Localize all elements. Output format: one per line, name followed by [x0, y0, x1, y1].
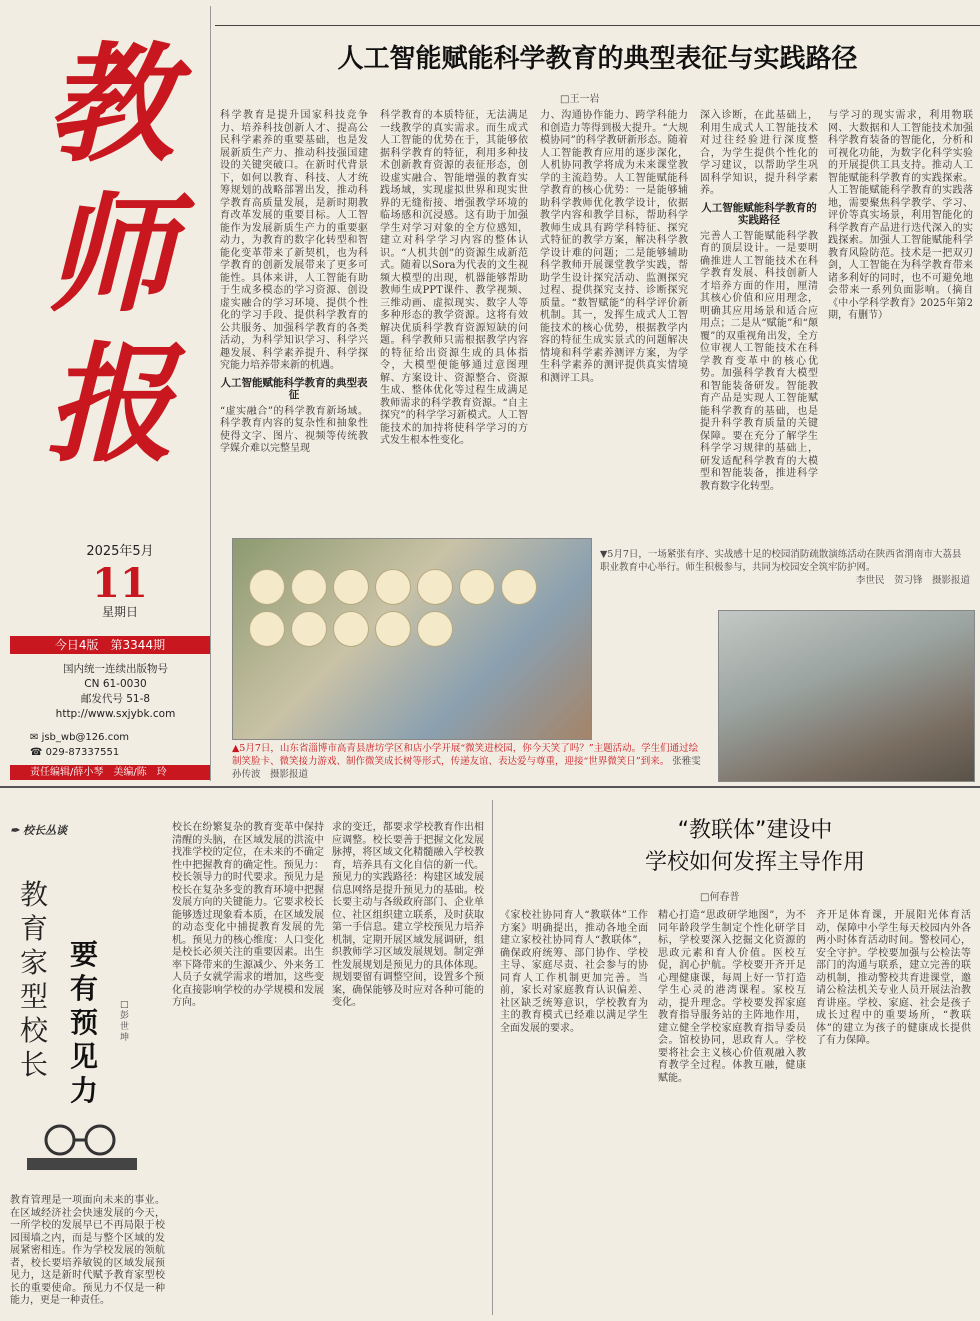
- smile-card: [333, 611, 369, 647]
- top-rule: [215, 25, 980, 26]
- column2-col-a: 教育管理是一项面向未来的事业。在区域经济社会快速发展的今天，一所学校的发展早已不再局限于校园围墙之内，而是与整个区域的发展紧密相连。作为学校发展的领航者，校长要培养敏锐的区域发展预见力，这是新时代赋予教育家型校长的重要使命。预见力不仅是一种能力，更是一种责任。: [10, 1195, 165, 1306]
- column2-byline: □彭世坤: [120, 1000, 130, 1043]
- article3-col-c: 齐开足体育课，开展阳光体育活动，保障中小学生每天校园内外各两小时体育活动时间。警校同心，安全守护。学校要加强与公检法等部门的沟通与联系，建立完善的联动机制，推动警校共育进课堂，邀请公检法机关专业人员开展法治教育讲座。学校、家庭、社会是孩子成长过程中的重要场所，“教联体”的建立为孩子的健康成长提供了有力保障。: [816, 910, 971, 1046]
- lead-column-1: [220, 110, 368, 530]
- lead-paragraph: 与学习的现实需求，利用物联网、大数据和人工智能技术加强科学教育装备的智能化，分析和可视化功能，为数字化科学实验的开展提供工具支持。推动人工智能赋能科学教育的实践探索。人工智能赋能科学教育的实践落地，需要聚焦科学教学、学习、评价等真实场景，利用智能化的科学教育产品进行迭代深入的实践探索。加强人工智能赋能科学教育风险防范。技术是一把双刃剑，人工智能在为科学教育带来诸多利好的同时，也不可避免地会带来一系列负面影响。（摘自《中小学科学教育》2025年第2期，有删节）: [828, 110, 973, 321]
- smile-card: [375, 611, 411, 647]
- smile-card: [291, 611, 327, 647]
- column2-col-b: 校长在纷繁复杂的教育变革中保持清醒的头脑，在区域发展的洪流中找准学校的定位，在未来的不确定性中把握教育的确定性。预见力：校长领导力的时代要求。预见力是校长在复杂多变的教育环境中把握发展方向的关键能力。它要求校长能够透过现象看本质，在区域发展的动态变化中捕捉教育发展的先机。预见力的核心维度：人口变化是校长必须关注的重要因素。出生率下降带来的生源减少、外来务工人员子女就学需求的增加，这些变化直接影响学校的办学规模和发展方向。: [172, 822, 324, 1008]
- logo-char-1: 教: [45, 30, 174, 180]
- photo2-caption-text: ▼5月7日，一场紧张有序、实战感十足的校园消防疏散演练活动在陕西省渭南市大荔县职业教育中心举行。师生积极参与，共同为校园安全筑牢防护网。: [600, 549, 962, 573]
- issue-date: 2025年5月: [86, 544, 154, 559]
- editor-credits: 责任编辑/薛小琴 美编/陈 玲: [10, 765, 210, 780]
- smile-day-photo: [232, 538, 592, 740]
- fire-drill-photo: [718, 610, 975, 782]
- pub-line: CN 61-0030: [84, 678, 147, 690]
- article3-col-b: 精心打造“思政研学地图”，为不同年龄段学生制定个性化研学目标，学校要深入挖掘文化资源的思政元素和育人价值。医校互促，润心护航。学校要开齐开足心理健康课，每周上好一节打造学生心灵的港湾课程。家校互动，提升理念。学校要发挥家庭教育指导服务站的主阵地作用，建立健全学校家庭教育指导委员会。馆校协同，思政育人。学校要将社会主义核心价值观融入教育教学全过程。体教互融，健康赋能。: [658, 910, 806, 1084]
- lead-byline: □王一岩: [560, 94, 600, 105]
- logo-char-2: 师: [45, 180, 174, 330]
- lead-column-2: [380, 110, 528, 530]
- smile-card: [375, 569, 411, 605]
- article3-byline: □何春普: [700, 892, 740, 903]
- phone-number: 029-87337551: [45, 747, 120, 758]
- website-link[interactable]: http://www.sxjybk.com: [55, 708, 176, 720]
- publication-info: [28, 662, 203, 722]
- photo2-caption: [600, 548, 970, 608]
- email-address[interactable]: jsb_wb@126.com: [41, 732, 130, 743]
- article3-title-line2: 学校如何发挥主导作用: [644, 850, 865, 875]
- smile-card: [459, 569, 495, 605]
- column2-title-top: 教育家型校长: [20, 878, 49, 1081]
- smile-card: [501, 569, 537, 605]
- edition-info: 今日4版 第3344期: [10, 636, 210, 654]
- lead-paragraph: 完善人工智能赋能科学教育的顶层设计。一是要明确推进人工智能技术在科学教育发展、科技创新人才培养方面的作用，厘清其核心价值和应用理念，明确其应用场景和适合应用点；二是从“赋能”和“颠覆”的双重视角出发，全方位审视人工智能技术在科学教育变革中的核心优势。加强科学教育大模型和智能装备研发。智能教育产品是实现人工智能赋能科学教育的基础，也是提升科学教育质量的关键保障。要在充分了解学生科学学习规律的基础上，研发适配科学教育的大模型和智能装备，推进科学教育数字化转型。: [700, 230, 818, 492]
- lead-paragraph: “虚实融合”的科学教育新场域。科学教育内容的复杂性和抽象性使得文字、图片、视频等传统教学媒介难以完整呈现: [220, 405, 368, 454]
- pub-line: 国内统一连续出版物号: [63, 663, 168, 675]
- pen-icon: ✒: [10, 824, 24, 837]
- smile-card: [333, 569, 369, 605]
- phone-icon: ☎: [30, 747, 46, 758]
- smile-card: [249, 569, 285, 605]
- email-icon: ✉: [30, 732, 42, 743]
- pub-line: 邮发代号 51-8: [80, 693, 151, 705]
- lead-subheading: 人工智能赋能科学教育的典型表征: [220, 376, 368, 401]
- photo2-credit: 李世民 贺习锋 摄影报道: [855, 575, 970, 586]
- newspaper-logo: [25, 30, 195, 490]
- lead-column-5: [828, 110, 973, 530]
- article3-title-line1: “教联体”建设中: [677, 818, 833, 843]
- contact-block: [30, 730, 205, 760]
- lead-paragraph: 深入诊断，在此基础上，利用生成式人工智能技术对过往经验进行深度整合，为学生提供个性化的学习建议，以帮助学生巩固科学知识，提升科学素养。: [700, 110, 818, 196]
- glasses-illustration: [22, 1118, 142, 1178]
- lead-column-4: [700, 110, 818, 530]
- article3-title: [560, 815, 950, 879]
- column-divider: [492, 800, 493, 1315]
- column-label: [10, 822, 67, 838]
- section-separator: [0, 786, 980, 788]
- issue-day: 11: [92, 560, 148, 607]
- lead-article-title: 人工智能赋能科学教育的典型表征与实践路径: [337, 44, 858, 74]
- logo-char-3: 报: [45, 330, 174, 480]
- lead-paragraph: 科学教育的本质特征，无法满足一线教学的真实需求。而生成式人工智能的优势在于，其能够依据科学教育的特征，利用多种技术创新教育资源的表征形态，创设虚实融合、智能增强的教育实践场域，实现虚拟世界和现实世界的无缝衔接、增强教学环境的临场感和沉浸感。这有助于加强学生对学习对象的全方位感知，建立对科学学习内容的整体认识。“人机共创”的资源生成新范式。随着以Sora为代表的文生视频大模型的出现，机器能够帮助教师生成PPT课件、教学视频、三维动画、虚拟现实、数字人等多种形态的教学资源。这将有效解决优质科学教育资源短缺的问题。科学教师只需根据教学内容的特征给出资源生成的具体指令，大模型便能够通过意图理解、方案设计、资源整合、资源生成、整体优化等过程生成满足教师需求的科学教育资源。“自主探究”的科学学习新模式。人工智能技术的加持将使科学学习的方式发生根本性变化。: [380, 110, 528, 446]
- smile-card: [249, 611, 285, 647]
- lead-paragraph: 力、沟通协作能力、跨学科能力和创造力等得到极大提升。“大规模协同”的科学教研新形态。随着人工智能教育应用的逐步深化，人机协同教学将成为未来课堂教学的主流趋势。人工智能赋能科学教育的核心优势：一是能够辅助科学教师优化教学设计，依据教学内容和教学目标，帮助科学教师生成具有跨学科特征、探究式特征的教学方案，解决科学教学设计难的问题；二是能够辅助科学教师开展课堂教学实践，帮助学生设计探究活动、监测探究过程、提供探究支持、诊断探究质量。“数智赋能”的科学评价新机制。其一，发挥生成式人工智能技术的核心优势，根据教学内容的特征生成实景式的问题解决情境和科学素养测评方案，为学生科学素养的测评提供真实情境和测评工具。: [540, 110, 688, 384]
- issue-weekday: 星期日: [101, 605, 138, 619]
- photo1-caption: [232, 742, 711, 780]
- smile-card-group: [233, 539, 591, 677]
- smile-card: [417, 611, 453, 647]
- column2-title-bold: 要有预见力: [70, 938, 99, 1107]
- lead-subheading: 人工智能赋能科学教育的实践路径: [701, 201, 817, 226]
- lead-column-3: [540, 110, 688, 530]
- photo1-credit: 张雅雯 孙传波 摄影报道: [232, 756, 711, 780]
- column-label-text: 校长丛谈: [23, 824, 68, 837]
- photo1-caption-text: ▲5月7日，山东省淄博市高青县唐坊学区和店小学开展“微笑进校园，你今天笑了吗？”主题活动。学生们通过绘制笑脸卡、微笑接力游戏、制作微笑成长树等形式，传递友谊、表达爱与尊重，迎接“世界微笑日”到来。: [232, 743, 699, 767]
- column2-col-c: 求的变迁，都要求学校教育作出相应调整。校长要善于把握文化发展脉搏，将区域文化精髓融入学校教育，培养具有文化自信的新一代。预见力的实践路径：构建区域发展信息网络是提升预见力的基础。校长要主动与各级政府部门、企业单位、社区组织建立联系，及时获取第一手信息。建立学校预见力培养机制，定期开展区域发展调研，组织教师学习区域发展规划。制定弹性发展规划是预见力的具体体现。规划要留有调整空间，设置多个预案，确保能够及时应对各种可能的变化。: [332, 822, 484, 1008]
- smile-card: [417, 569, 453, 605]
- lead-paragraph: 科学教育是提升国家科技竞争力、培养科技创新人才、提高公民科学素养的重要基础，也是发展新质生产力、推动科技强国建设的关键突破口。在新时代背景下，如何以教育、科技、人才统筹规划的战略部署出发，推动科学教育高质量发展，是新时期教育改革发展的重要目标。人工智能作为发展新质生产力的重要驱动力，为教育的数字化转型和智能化变革带来了新契机，也为科学教育的创新发展带来了更多可能性。具体来讲，人工智能有助于生成多模态的学习资源、创设虚实融合的学习环境、提供个性化的学习手段、提供科学教育的公共服务、加强科学教育的各类活动，为科学知识学习、科学兴趣发展、科学素养提升、科学探究能力培养带来新的机遇。: [220, 110, 368, 371]
- smile-card: [291, 569, 327, 605]
- article3-col-a: 《家校社协同育人“教联体”工作方案》明确提出，推动各地全面建立家校社协同育人“教联体”，确保政府统筹、部门协作、学校主导、家庭尽责、社会参与的协同育人工作机制更加完善。当前，家长对家庭教育认识偏差、社区缺乏统筹意识，学校教育为主的教育模式已经难以满足学生全面发展的要求。: [500, 910, 648, 1034]
